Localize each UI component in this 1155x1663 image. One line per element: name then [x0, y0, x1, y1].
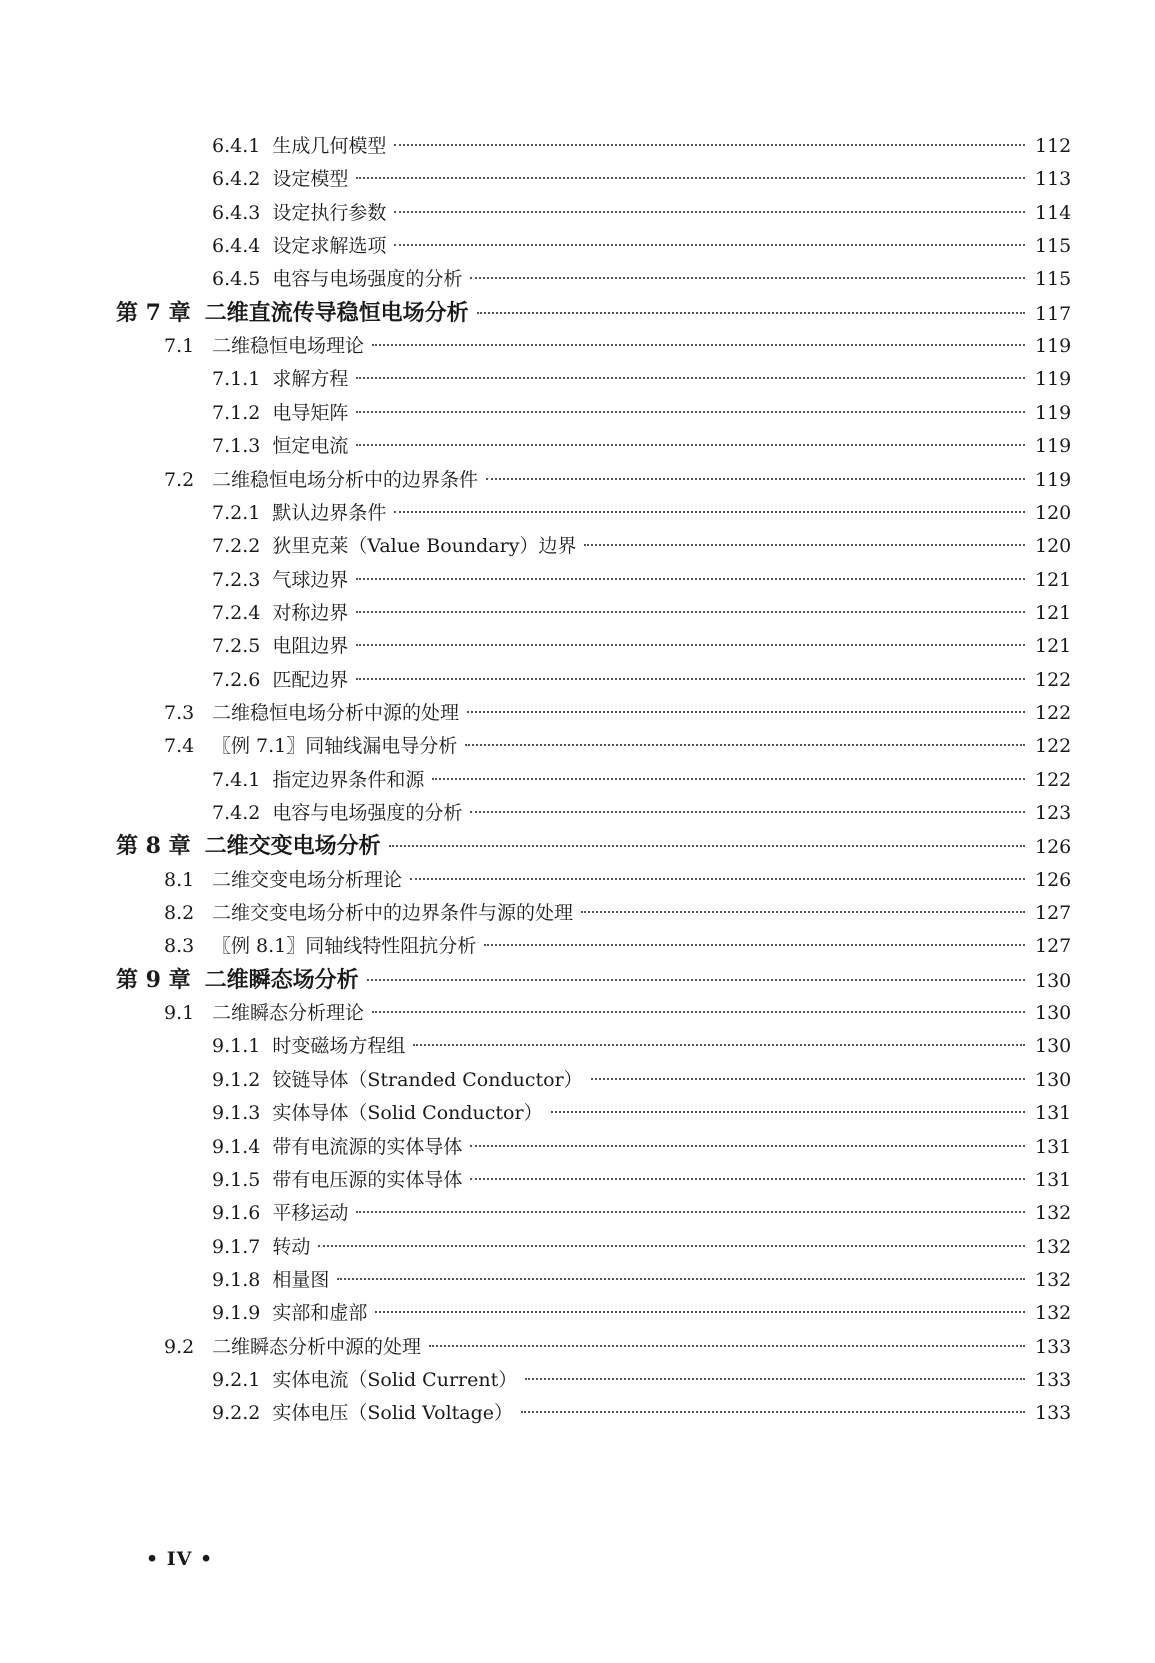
toc-entry[interactable] [164, 898, 1095, 928]
toc-entry[interactable] [212, 164, 1095, 194]
toc-entry-number: 9.1.4 [212, 1136, 261, 1158]
toc-entry-page: 130 [1035, 1002, 1072, 1024]
toc-entry-number: 9.1 [164, 1002, 195, 1024]
toc-entry-title: 二维瞬态场分析 [204, 967, 359, 993]
toc-leader-dots [477, 312, 1025, 314]
toc-entry[interactable] [212, 498, 1095, 528]
toc-chapter-entry[interactable] [116, 965, 1095, 995]
toc-entry[interactable] [212, 798, 1095, 828]
toc-entry-page: 122 [1035, 769, 1072, 791]
toc-entry-page: 119 [1035, 368, 1072, 390]
toc-entry-number: 9.1.8 [212, 1269, 261, 1291]
toc-entry-number: 8.2 [164, 902, 195, 924]
toc-leader-dots [413, 1044, 1025, 1046]
toc-entry-title: 气球边界 [272, 569, 349, 591]
toc-leader-dots [389, 845, 1025, 847]
toc-entry[interactable] [164, 931, 1095, 961]
toc-entry-number: 7.1.1 [212, 368, 261, 390]
toc-entry-page: 119 [1035, 435, 1072, 457]
toc-entry-page: 131 [1035, 1136, 1072, 1158]
toc-leader-dots [356, 444, 1025, 446]
toc-leader-dots [486, 478, 1025, 480]
toc-entry-page: 131 [1035, 1169, 1072, 1191]
toc-entry-number: 7.2 [164, 469, 195, 491]
toc-leader-dots [394, 511, 1025, 513]
toc-entry-page: 122 [1035, 735, 1072, 757]
toc-leader-dots [581, 911, 1025, 913]
toc-entry-title: 二维瞬态分析理论 [212, 1002, 365, 1024]
toc-entry[interactable] [212, 665, 1095, 695]
toc-entry-page: 119 [1035, 469, 1072, 491]
toc-entry-title: 对称边界 [272, 602, 349, 624]
toc-entry-title: 电容与电场强度的分析 [272, 268, 463, 290]
toc-entry-page: 127 [1035, 935, 1072, 957]
toc-entry-number: 7.2.1 [212, 502, 261, 524]
toc-entry-page: 122 [1035, 669, 1072, 691]
toc-entry-number: 第 9 章 [116, 967, 191, 993]
toc-entry[interactable] [212, 231, 1095, 261]
toc-leader-dots [429, 1345, 1025, 1347]
toc-entry-page: 121 [1035, 569, 1072, 591]
toc-entry-page: 123 [1035, 802, 1072, 824]
toc-entry-title: 二维稳恒电场分析中源的处理 [212, 702, 460, 724]
toc-entry-page: 132 [1035, 1269, 1072, 1291]
toc-entry[interactable] [212, 631, 1095, 661]
toc-leader-dots [356, 177, 1025, 179]
toc-entry-page: 132 [1035, 1302, 1072, 1324]
toc-entry-number: 7.2.5 [212, 635, 261, 657]
toc-leader-dots [470, 811, 1025, 813]
toc-entry-title: 时变磁场方程组 [272, 1035, 406, 1057]
toc-entry-number: 9.2.2 [212, 1402, 261, 1424]
toc-entry-number: 6.4.2 [212, 168, 261, 190]
toc-entry-page: 121 [1035, 602, 1072, 624]
toc-entry-title: 〖例 7.1〗同轴线漏电导分析 [212, 735, 458, 757]
toc-entry[interactable] [212, 1265, 1095, 1295]
toc-leader-dots [356, 1211, 1025, 1213]
toc-entry-title: 电阻边界 [272, 635, 349, 657]
toc-entry-number: 7.1.2 [212, 402, 261, 424]
toc-entry[interactable] [212, 765, 1095, 795]
toc-entry-title: 生成几何模型 [272, 135, 387, 157]
toc-entry-page: 114 [1035, 202, 1072, 224]
toc-leader-dots [551, 1111, 1025, 1113]
toc-entry-number: 8.1 [164, 869, 195, 891]
toc-entry[interactable] [212, 1098, 1095, 1128]
toc-entry-title: 默认边界条件 [272, 502, 387, 524]
toc-leader-dots [394, 244, 1025, 246]
toc-chapter-entry[interactable] [116, 298, 1095, 328]
toc-leader-dots [356, 578, 1025, 580]
toc-leader-dots [521, 1411, 1025, 1413]
toc-chapter-entry[interactable] [116, 831, 1095, 861]
toc-entry-title: 〖例 8.1〗同轴线特性阻抗分析 [212, 935, 477, 957]
toc-entry-number: 7.2.2 [212, 535, 261, 557]
toc-entry-number: 6.4.1 [212, 135, 261, 157]
toc-entry-title: 二维瞬态分析中源的处理 [212, 1336, 422, 1358]
toc-entry-page: 130 [1035, 1035, 1072, 1057]
toc-leader-dots [467, 711, 1025, 713]
toc-entry-number: 第 7 章 [116, 300, 191, 326]
toc-entry[interactable] [212, 1198, 1095, 1228]
toc-entry-page: 132 [1035, 1202, 1072, 1224]
toc-entry-number: 9.1.5 [212, 1169, 261, 1191]
toc-entry-page: 115 [1035, 268, 1072, 290]
toc-entry[interactable] [212, 1365, 1095, 1395]
toc-entry-title: 恒定电流 [272, 435, 349, 457]
toc-entry-title: 带有电压源的实体导体 [272, 1169, 463, 1191]
toc-leader-dots [470, 277, 1025, 279]
toc-entry[interactable] [212, 1165, 1095, 1195]
toc-entry-title: 实部和虚部 [272, 1302, 368, 1324]
toc-entry-number: 第 8 章 [116, 833, 191, 859]
toc-entry-title: 二维交变电场分析 [204, 833, 381, 859]
toc-entry[interactable] [212, 364, 1095, 394]
toc-entry[interactable] [164, 998, 1095, 1028]
toc-entry-title: 指定边界条件和源 [272, 769, 425, 791]
toc-entry-number: 7.4.2 [212, 802, 261, 824]
toc-entry-page: 119 [1035, 335, 1072, 357]
toc-entry-title: 电导矩阵 [272, 402, 349, 424]
toc-entry-page: 119 [1035, 402, 1072, 424]
toc-entry-number: 7.3 [164, 702, 195, 724]
toc-entry-title: 二维直流传导稳恒电场分析 [204, 300, 469, 326]
toc-entry[interactable] [212, 565, 1095, 595]
toc-entry[interactable] [212, 598, 1095, 628]
toc-entry-page: 126 [1035, 836, 1072, 858]
toc-leader-dots [470, 1178, 1025, 1180]
toc-entry-page: 133 [1035, 1369, 1072, 1391]
toc-entry-number: 9.1.2 [212, 1069, 261, 1091]
toc-entry-page: 122 [1035, 702, 1072, 724]
toc-entry-page: 126 [1035, 869, 1072, 891]
toc-entry[interactable] [164, 865, 1095, 895]
toc-entry[interactable] [164, 331, 1095, 361]
toc-entry[interactable] [212, 431, 1095, 461]
toc-entry-title: 二维交变电场分析中的边界条件与源的处理 [212, 902, 574, 924]
toc-entry-number: 9.1.3 [212, 1102, 261, 1124]
toc-entry-number: 6.4.4 [212, 235, 261, 257]
toc-entry-title: 实体导体（Solid Conductor） [272, 1102, 543, 1124]
toc-leader-dots [525, 1378, 1025, 1380]
toc-entry-title: 设定模型 [272, 168, 349, 190]
toc-entry-title: 平移运动 [272, 1202, 349, 1224]
toc-entry[interactable] [212, 1298, 1095, 1328]
toc-entry-page: 131 [1035, 1102, 1072, 1124]
toc-entry-number: 7.2.3 [212, 569, 261, 591]
toc-entry-number: 6.4.3 [212, 202, 261, 224]
toc-entry-title: 实体电压（Solid Voltage） [272, 1402, 514, 1424]
toc-leader-dots [394, 211, 1025, 213]
toc-entry[interactable] [164, 1332, 1095, 1362]
toc-leader-dots [372, 1011, 1025, 1013]
toc-entry-page: 117 [1035, 303, 1072, 325]
toc-entry-number: 9.1.6 [212, 1202, 261, 1224]
toc-entry-title: 设定求解选项 [272, 235, 387, 257]
toc-leader-dots [356, 411, 1025, 413]
toc-entry-number: 9.2.1 [212, 1369, 261, 1391]
toc-leader-dots [394, 144, 1025, 146]
toc-entry[interactable] [212, 1132, 1095, 1162]
toc-entry-page: 130 [1035, 1069, 1072, 1091]
toc-entry[interactable] [164, 698, 1095, 728]
toc-entry[interactable] [212, 1398, 1095, 1428]
toc-entry-title: 匹配边界 [272, 669, 349, 691]
toc-entry[interactable] [212, 198, 1095, 228]
toc-entry-number: 6.4.5 [212, 268, 261, 290]
toc-leader-dots [484, 944, 1025, 946]
toc-entry-number: 7.4.1 [212, 769, 261, 791]
toc-entry-title: 实体电流（Solid Current） [272, 1369, 518, 1391]
toc-entry[interactable] [164, 731, 1095, 761]
toc-entry-number: 7.1.3 [212, 435, 261, 457]
toc-entry-page: 130 [1035, 970, 1072, 992]
toc-entry[interactable] [212, 264, 1095, 294]
toc-entry-number: 9.1.7 [212, 1236, 261, 1258]
toc-leader-dots [591, 1078, 1025, 1080]
toc-entry[interactable] [212, 1065, 1095, 1095]
toc-entry[interactable] [212, 1031, 1095, 1061]
toc-entry[interactable] [164, 465, 1095, 495]
toc-entry-title: 设定执行参数 [272, 202, 387, 224]
toc-entry-number: 9.2 [164, 1336, 195, 1358]
toc-entry-title: 二维交变电场分析理论 [212, 869, 403, 891]
toc-entry-title: 求解方程 [272, 368, 349, 390]
page-folio: • IV • [146, 1548, 214, 1570]
toc-entry-page: 133 [1035, 1336, 1072, 1358]
toc-leader-dots [465, 744, 1025, 746]
toc-leader-dots [356, 377, 1025, 379]
toc-entry-page: 112 [1035, 135, 1072, 157]
toc-entry-number: 7.2.4 [212, 602, 261, 624]
toc-entry-number: 9.1.1 [212, 1035, 261, 1057]
toc-entry-title: 二维稳恒电场理论 [212, 335, 365, 357]
toc-entry[interactable] [212, 1232, 1095, 1262]
toc-leader-dots [432, 778, 1025, 780]
toc-entry-title: 二维稳恒电场分析中的边界条件 [212, 469, 479, 491]
toc-entry-number: 7.1 [164, 335, 195, 357]
toc-leader-dots [337, 1278, 1025, 1280]
toc-leader-dots [367, 979, 1025, 981]
toc-entry[interactable] [212, 131, 1095, 161]
toc-leader-dots [470, 1145, 1025, 1147]
toc-entry-title: 电容与电场强度的分析 [272, 802, 463, 824]
toc-leader-dots [356, 644, 1025, 646]
toc-entry-page: 127 [1035, 902, 1072, 924]
toc-entry[interactable] [212, 398, 1095, 428]
toc-leader-dots [356, 611, 1025, 613]
toc-entry-page: 133 [1035, 1402, 1072, 1424]
toc-entry-page: 113 [1035, 168, 1072, 190]
toc-entry-title: 转动 [272, 1236, 311, 1258]
toc-entry[interactable] [212, 531, 1095, 561]
toc-leader-dots [410, 878, 1025, 880]
toc-entry-page: 120 [1035, 535, 1072, 557]
toc-entry-title: 铰链导体（Stranded Conductor） [272, 1069, 583, 1091]
toc-entry-title: 带有电流源的实体导体 [272, 1136, 463, 1158]
toc-entry-number: 7.2.6 [212, 669, 261, 691]
toc-entry-number: 9.1.9 [212, 1302, 261, 1324]
toc-leader-dots [318, 1245, 1025, 1247]
toc-entry-page: 121 [1035, 635, 1072, 657]
toc-entry-page: 132 [1035, 1236, 1072, 1258]
toc-entry-number: 8.3 [164, 935, 195, 957]
toc-leader-dots [584, 544, 1025, 546]
toc-leader-dots [356, 678, 1025, 680]
toc-entry-title: 相量图 [272, 1269, 330, 1291]
toc-entry-number: 7.4 [164, 735, 195, 757]
toc-leader-dots [375, 1311, 1025, 1313]
toc-leader-dots [372, 344, 1025, 346]
toc-entry-title: 狄里克莱（Value Boundary）边界 [272, 535, 577, 557]
toc-entry-page: 115 [1035, 235, 1072, 257]
toc-entry-page: 120 [1035, 502, 1072, 524]
